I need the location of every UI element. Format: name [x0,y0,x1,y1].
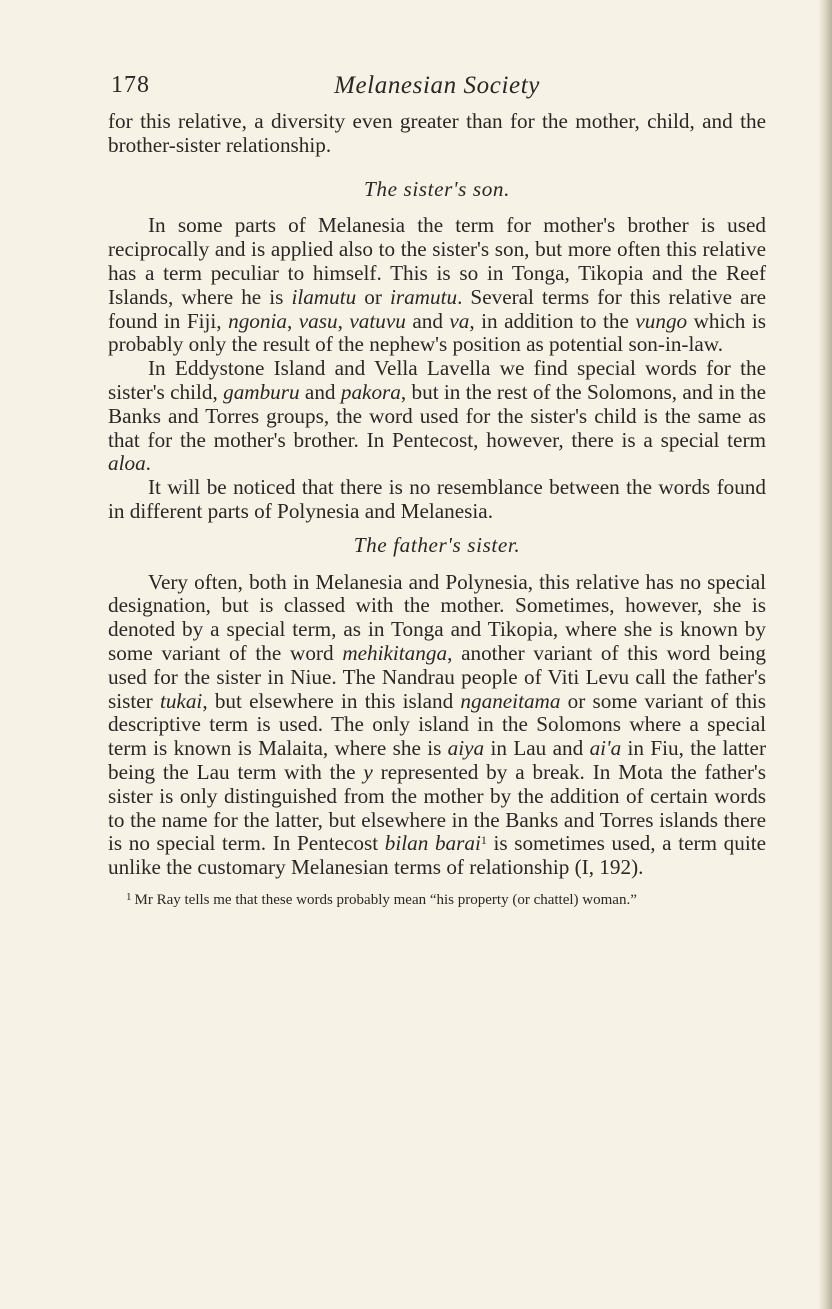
term: nganeitama [460,688,561,713]
page-number: 178 [111,72,150,98]
term: tukai [159,688,203,713]
paragraph-sisters-son-1: In some parts of Melanesia the term for mother's brother is used reciprocally and is applied also to the sister's son, but more often this relative has a term peculiar to himself. This is so in Tonga, Tikopia and the Reef Islands, where he is ilamutu or iramutu. Several terms for this relative are found in Fiji, ngonia, vasu, vatuvu and va, in addition to the vungo which is probably only the result of the nephew's position as potential son-in-law. [108,213,767,357]
footnote-text: Mr Ray tells me that these words probably mean “his property (or chattel) woman.” [134,891,637,908]
term: iramutu [389,284,458,309]
section-heading-sisters-son: The sister's son. [364,176,510,201]
footnote-mark: 1 [126,890,132,903]
term: vungo [635,308,688,333]
section-heading-fathers-sister: The father's sister. [353,532,521,557]
term: aloa [108,451,146,476]
term: va [449,308,470,333]
term: mehikitanga [342,640,448,665]
term: vasu [298,308,338,333]
term: pakora [340,379,401,404]
running-header [108,72,766,110]
term: bilan barai [384,831,481,856]
term: vatuvu [349,308,406,333]
paragraph-sisters-son-3: It will be noticed that there is no resemblance between the words found in different parts of Polynesia and Melanesia. [108,475,766,523]
term: ngonia [228,308,287,333]
paragraph-sisters-son-2: In Eddystone Island and Vella Lavella we find special words for the sister's child, gamburu and pakora, but in the rest of the Solomons, and in the Banks and Torres groups, the word used for the sister's child is the same as that for the mother's brother. In Pentecost, however, there is a special term aloa. [108,356,767,476]
term: ai'a [589,736,622,761]
page-edge-shadow [818,0,832,1309]
paragraph-fathers-sister-1: Very often, both in Melanesia and Polynesia, this relative has no special designation, but is classed with the mother. Sometimes, however, she is denoted by a special term, as in Tonga and Tikopia, where she is known by some variant of the word mehikitanga, another variant of this word being used for the sister in Niue. The Nandrau people of Viti Levu call the father's sister tukai, but elsewhere in this island nganeitama or some variant of this descriptive term is used. The only island in the Solomons where a special term is known is Malaita, where she is aiya in Lau and ai'a in Fiu, the latter being the Lau term with the y represented by a break. In Mota the father's sister is only distinguished from the mother by the addition of certain words to the name for the latter, but elsewhere in the Banks and Torres islands there is no special term. In Pentecost bilan barai$^1$ is sometimes used, a term quite unlike the customary Melanesian terms of relationship (I, 192). [108,569,766,880]
running-title: Melanesian Society [334,72,540,99]
term: ilamutu [291,284,357,309]
term: y [363,759,373,784]
term: aiya [447,736,485,761]
opening-paragraph: for this relative, a diversity even greater than for the mother, child, and the brother-sister relationship. [108,109,766,157]
footnote-reference: 1 [480,833,487,848]
book-page [108,72,766,909]
footnote [108,888,766,909]
term: gamburu [223,379,300,404]
